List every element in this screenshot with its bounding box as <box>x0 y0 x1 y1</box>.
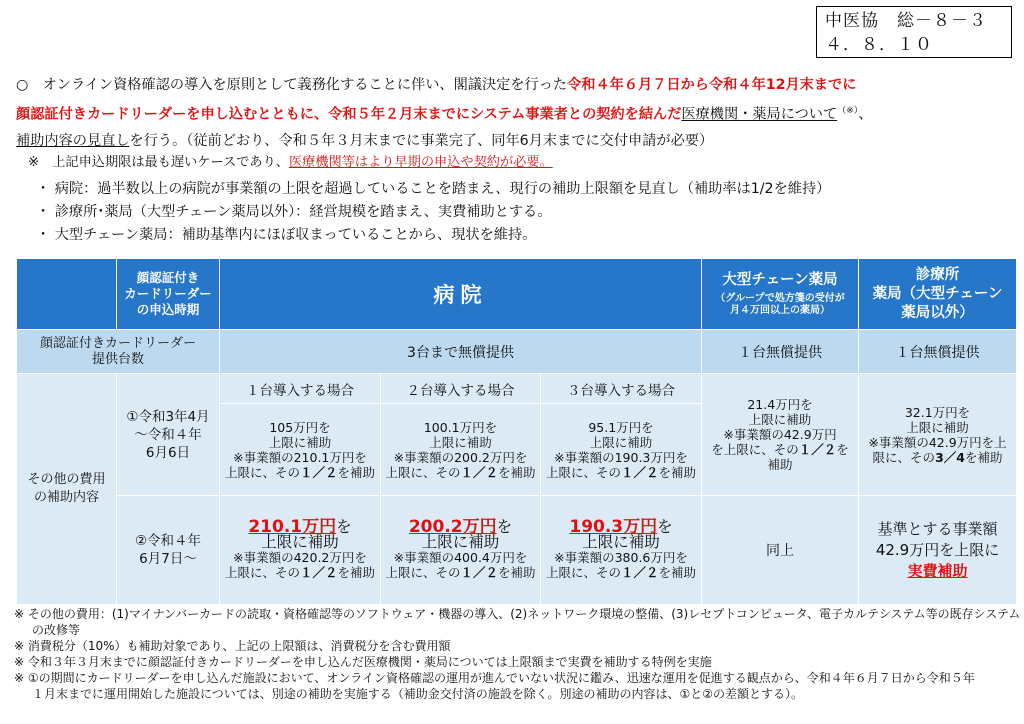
period2-one-amount: 210.1万円 <box>248 517 337 537</box>
document-id-line1: 中医協 総－８－３ <box>825 11 987 31</box>
period2-clinic <box>859 496 1017 605</box>
period2-one-note: ※事業額の420.2万円を 上限に、その <box>224 550 367 580</box>
half-mark: １／２ <box>621 565 659 580</box>
cap-text: 上限に補助 <box>421 533 500 551</box>
particle-wo: を <box>496 518 513 536</box>
half-tail: を補助 <box>658 565 697 580</box>
period1-two-units <box>381 404 541 496</box>
period2-one-unit <box>220 496 381 605</box>
intro-target: 医療機関・薬局について <box>681 106 838 123</box>
half-tail: を補助 <box>658 464 697 480</box>
period2-label: ②令和４年 6月7日～ <box>117 496 220 605</box>
bullet-hospital: ・ 病院：過半数以上の病院が事業額の上限を超過していることを踏まえ、現行の補助上限額を見直し（補助率は1/2を維持） <box>36 181 831 197</box>
period2-three-amount: 190.3万円 <box>569 517 658 537</box>
period1-two-amount: 100.1万円を <box>423 419 498 435</box>
intro-comma: 、 <box>858 106 873 123</box>
subsidy-table <box>16 258 1017 605</box>
footnote-special: ※ 令和３年３月末までに顔認証付きカードリーダーを申し込んだ医療機関・薬局については上限額まで実費を補助する特例を実施 <box>14 655 712 669</box>
half-mark: １／２ <box>460 565 498 580</box>
case-three-units: ３台導入する場合 <box>541 374 702 404</box>
period2-two-note: ※事業額の400.4万円を 上限に、その <box>385 550 528 580</box>
header-chain: 大型チェーン薬局 <box>722 272 838 288</box>
bullet-clinic: ・ 診療所･薬局（大型チェーン薬局以外）：経営規模を踏まえ、実費補助とする。 <box>36 204 552 220</box>
particle-wo: を <box>657 518 673 536</box>
period1-three-amount: 95.1万円を <box>588 419 654 435</box>
case-two-units: ２台導入する場合 <box>381 374 541 404</box>
period1-clinic-frac: 3／4 <box>935 449 965 465</box>
period1-clinic <box>859 374 1017 496</box>
intro-note-mark: （※） <box>837 106 859 116</box>
particle-wo: を <box>336 518 352 536</box>
period1-clinic-text: 32.1万円を 上限に補助 ※事業額の42.9万円を上 限に、その <box>868 404 1007 465</box>
header-clinic: 診療所 薬局（大型チェーン 薬局以外） <box>859 259 1017 330</box>
period1-three-units <box>541 404 702 496</box>
period1-one-unit <box>220 404 381 496</box>
readers-hospital: 3台まで無償提供 <box>220 330 702 374</box>
period1-chain-half: １／２ <box>798 442 837 457</box>
document-id-line2: ４．８．１０ <box>825 35 933 55</box>
half-tail: を補助 <box>498 464 536 480</box>
period2-two-units <box>381 496 541 605</box>
half-tail: を補助 <box>337 464 376 480</box>
intro-deadline: 令和４年６月７日から令和４年12月末までに <box>567 77 857 93</box>
note-red: 医療機関等はより早期の申込や契約が必要。 <box>288 155 553 170</box>
other-costs-label: その他の費用 の補助内容 <box>17 374 117 605</box>
cap-text: 上限に補助 <box>582 533 660 551</box>
half-mark: １／２ <box>299 565 338 580</box>
period2-two-amount: 200.2万円 <box>408 517 497 537</box>
period2-clinic-red: 実費補助 <box>907 561 968 580</box>
period1-clinic-tail: を補助 <box>964 449 1003 465</box>
period1-chain-text: 21.4万円を 上限に補助 ※事業額の42.9万円 を上限に、その <box>711 397 837 457</box>
period1-three-rest: 上限に補助 ※事業額の190.3万円を 上限に、その <box>545 434 688 480</box>
half-tail: を補助 <box>337 565 376 580</box>
header-chain-sub: （グループで処方箋の受付が 月４万回以上の薬局） <box>715 293 845 316</box>
case-one-unit: １台導入する場合 <box>220 374 381 404</box>
cap-text: 上限に補助 <box>261 533 339 551</box>
period1-label: ①令和3年4月 ～令和４年 6月6日 <box>117 374 220 496</box>
header-hospital: 病院 <box>433 283 488 307</box>
header-period: 顔認証付き カードリーダー の申込時期 <box>117 259 220 330</box>
footnote-extra-subsidy-cont: １月末までに運用開始した施設については、別途の補助を実施する（補助金交付済の施設を除く。別途の補助の内容は、①と②の差額とする）。 <box>32 687 804 701</box>
bullet-list <box>36 178 830 247</box>
document-id-box <box>816 6 1012 58</box>
footnotes <box>14 606 1021 702</box>
footnote-extra-subsidy: ※ ①の期間にカードリーダーを申し込んだ施設において、オンライン資格確認の運用が進んでいない状況に鑑み、迅速な運用を促進する観点から、令和４年６月７日から令和５年 <box>14 671 975 685</box>
intro-condition: 顔認証付きカードリーダーを申し込むとともに、令和５年２月末までにシステム事業者との契約を結んだ <box>16 106 682 123</box>
intro-paragraph <box>16 72 1014 154</box>
period2-three-units <box>541 496 702 605</box>
half-tail: を補助 <box>498 565 536 580</box>
readers-chain: １台無償提供 <box>702 330 859 374</box>
intro-review: 補助内容の見直し <box>16 132 130 149</box>
period1-chain <box>702 374 859 496</box>
period1-chain-tail: を 補助 <box>767 442 849 472</box>
intro-text: ○ オンライン資格確認の導入を原則として義務化することに伴い、閣議決定を行った <box>16 77 568 93</box>
row-readers-label: 顔認証付きカードリーダー 提供台数 <box>17 330 220 374</box>
note-deadline <box>28 153 553 173</box>
intro-rest: を行う。（従前どおり、令和５年３月末までに事業完了、同年6月末までに交付申請が必要） <box>129 132 714 149</box>
footnote-other-costs-cont: の改修等 <box>32 623 81 637</box>
footnote-other-costs: ※ その他の費用：(1)マイナンバーカードの読取・資格確認等のソフトウェア・機器の導入、(2)ネットワーク環境の整備、(3)レセプトコンピュータ、電子カルテシステム等の既存システム <box>14 607 1021 621</box>
period2-clinic-text: 基準とする事業額 42.9万円を上限に <box>875 519 1000 559</box>
bullet-chain: ・ 大型チェーン薬局：補助基準内にほぼ収まっていることから、現状を維持。 <box>36 227 537 243</box>
period2-three-note: ※事業額の380.6万円を 上限に、その <box>545 550 688 580</box>
half-mark: １／２ <box>299 464 338 480</box>
readers-clinic: １台無償提供 <box>859 330 1017 374</box>
period1-one-rest: 上限に補助 ※事業額の210.1万円を 上限に、その <box>224 434 367 480</box>
period1-one-amount: 105万円を <box>269 419 331 435</box>
note-text: ※ 上記申込期限は最も遅いケースであり、 <box>28 155 289 170</box>
half-mark: １／２ <box>460 464 498 480</box>
half-mark: １／２ <box>621 464 659 480</box>
period2-chain: 同上 <box>702 496 859 605</box>
footnote-tax: ※ 消費税分（10%）も補助対象であり、上記の上限額は、消費税分を含む費用額 <box>14 639 451 653</box>
period1-two-rest: 上限に補助 ※事業額の200.2万円を 上限に、その <box>385 434 528 480</box>
